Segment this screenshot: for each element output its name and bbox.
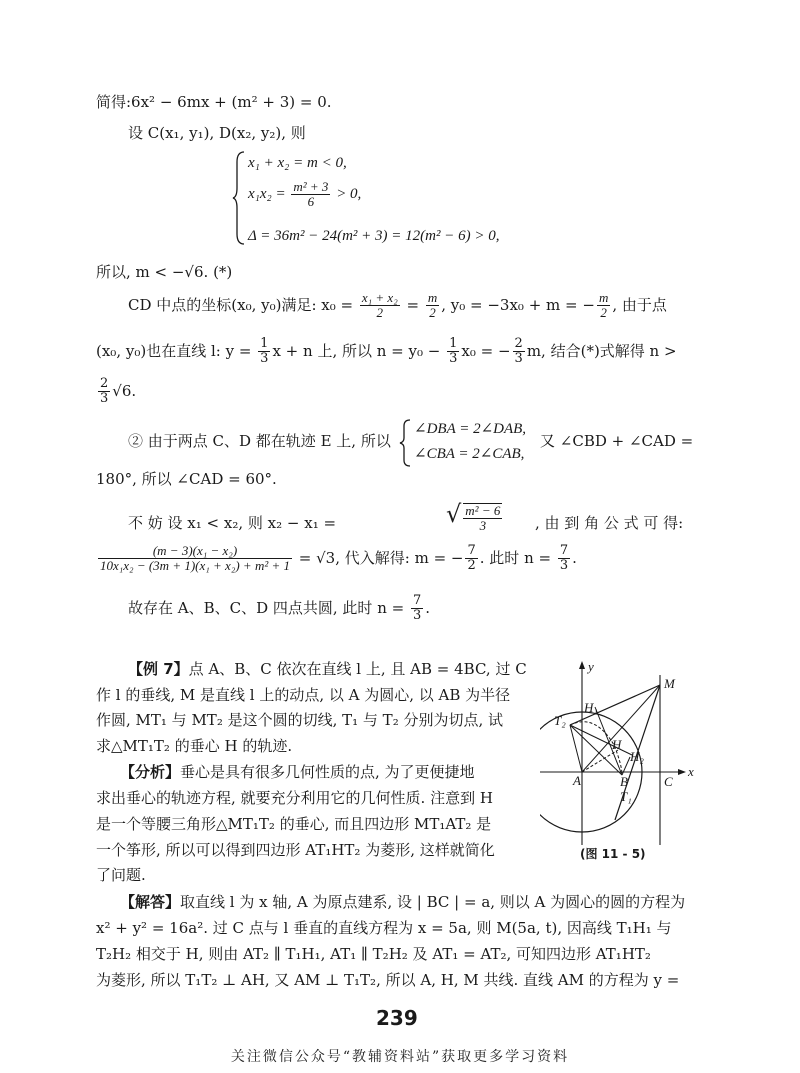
- text-line: 求出垂心的轨迹方程, 就要充分利用它的几何性质. 注意到 H: [96, 789, 493, 807]
- label-t2: T₂: [554, 713, 566, 728]
- label-m: M: [664, 676, 675, 691]
- text-line: 又 ∠CBD + ∠CAD =: [540, 432, 694, 450]
- text-line: x² + y² = 16a². 过 C 点与 l 垂直的直线方程为 x = 5a, 则 M(5a, t), 因高线 T₁H₁ 与: [96, 919, 672, 937]
- text-line: , 由 到 角 公 式 可 得:: [535, 514, 684, 532]
- brace-symbol: [398, 418, 412, 468]
- text-line: 简得:6x² − 6mx + (m² + 3) = 0.: [96, 93, 332, 111]
- equation-line: Δ = 36m² − 24(m² + 3) = 12(m² − 6) > 0,: [248, 228, 500, 244]
- text-line: 了问题.: [96, 866, 146, 884]
- text-line: T₂H₂ 相交于 H, 则由 AT₂ ∥ T₁H₁, AT₁ ∥ T₂H₂ 及 AT₁ = AT₂, 可知四边形 AT₁HT₂: [96, 945, 651, 963]
- text-line: (x₀, y₀)也在直线 l: y = $\frac{1}{3}$ x + n 上, 所以 n = y₀ − $\frac{1}{3}$ x₀ = − $\frac{2}{3}$ m, 结合(*)式解得 n >: [96, 336, 677, 367]
- equation-line: x₁x₂ = $\frac{\text{m² + 3}}{6}$ > 0,: [248, 179, 362, 210]
- text-line: 是一个等腰三角形△MT₁T₂ 的垂心, 而且四边形 MT₁AT₂ 是: [96, 815, 492, 833]
- sqrt-expression: √ $\frac{\text{m² − 6}}{3}$: [446, 500, 501, 533]
- text-line: 设 C(x₁, y₁), D(x₂, y₂), 则: [128, 124, 306, 142]
- line-am: [582, 685, 660, 772]
- text-line: 故存在 A、B、C、D 四点共圆, 此时 n = $\frac{7}{3}$ .: [128, 593, 431, 624]
- brace-symbol: [232, 150, 246, 246]
- equation-line: x₁ + x₂ = m < 0,: [248, 155, 347, 171]
- equation-line: ∠CBA = 2∠CAB,: [414, 446, 525, 462]
- y-axis-arrow: [579, 661, 585, 669]
- footer-note: 关注微信公众号“教辅资料站”获取更多学习资料: [230, 1049, 570, 1065]
- text-line: 求△MT₁T₂ 的垂心 H 的轨迹.: [96, 737, 293, 755]
- text-line: 【解答】取直线 l 为 x 轴, A 为原点建系, 设 | BC | = a, 则以 A 为圆心的圆的方程为: [120, 893, 686, 911]
- text-line: CD 中点的坐标(x₀, y₀)满足: x₀ = $\frac{\text{x₁ + x₂}}{2}$ = $\frac{m}{2}$ , y₀ = −3x₀ + m = − $\frac{m}{2}$ , 由于点: [128, 290, 667, 321]
- text-line: 180°, 所以 ∠CAD = 60°.: [96, 470, 277, 488]
- x-axis-arrow: [678, 769, 686, 775]
- fraction: $\frac{\text{m² + 3}}{6}$: [293, 179, 329, 210]
- label-x: x: [688, 764, 694, 779]
- page-number: 239: [376, 1006, 418, 1030]
- label-h1: H₁: [584, 700, 598, 715]
- equation-line: ∠DBA = 2∠DAB,: [414, 421, 527, 437]
- geometry-figure: [540, 655, 710, 845]
- label-h2: H₂: [630, 749, 644, 764]
- text-line: 【分析】垂心是具有很多几何性质的点, 为了更便捷地: [120, 763, 475, 781]
- text-line: 作圆, MT₁ 与 MT₂ 是这个圆的切线, T₁ 与 T₂ 分别为切点, 试: [96, 711, 504, 729]
- text-line: $\frac{\text{(m − 3)(x₁ − x₂)}}{\text{10x₁x₂ − (3m + 1)(x₁ + x₂) + m² + 1}}$ = √3, 代入解得: m = − $\frac{7}{2}$ . 此时 n = $\frac{7}{3}$ .: [100, 543, 577, 574]
- radius-at2: [570, 725, 582, 772]
- label-a: A: [573, 773, 581, 788]
- text-line: 作 l 的垂线, M 是直线 l 上的动点, 以 A 为圆心, 以 AB 为半径: [96, 686, 511, 704]
- text-line: 为菱形, 所以 T₁T₂ ⊥ AH, 又 AM ⊥ T₁T₂, 所以 A, H, M 共线. 直线 AM 的方程为 y =: [96, 971, 680, 989]
- label-y: y: [588, 659, 594, 674]
- label-t1: T₁: [620, 789, 632, 804]
- figure-caption: (图 11 - 5): [580, 847, 646, 861]
- text-line: ② 由于两点 C、D 都在轨迹 E 上, 所以: [128, 432, 391, 450]
- label-b: B: [620, 774, 628, 789]
- label-c: C: [664, 774, 673, 789]
- text-line: 不 妨 设 x₁ < x₂, 则 x₂ − x₁ =: [128, 514, 337, 532]
- text-line: 所以, m < −√6. (*): [96, 263, 233, 281]
- text-line: 【例 7】点 A、B、C 依次在直线 l 上, 且 AB = 4BC, 过 C: [128, 660, 527, 678]
- text-line: $\frac{2}{3}$ √6.: [100, 376, 137, 407]
- text-line: 一个筝形, 所以可以得到四边形 AT₁HT₂ 为菱形, 这样就简化: [96, 841, 495, 859]
- label-h: H: [612, 737, 622, 752]
